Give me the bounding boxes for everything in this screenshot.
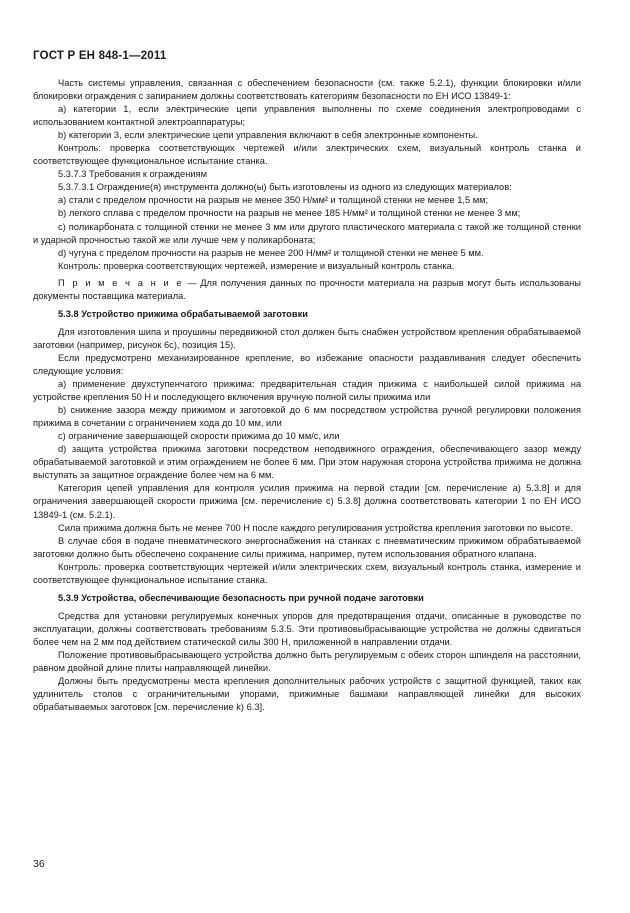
paragraph: Категория цепей управления для контроля усилия прижима на первой стадии [см. перечисление a) 5.3.8] и для ограничения завершающей скорости прижима [см. перечисление c) 5.3.8] должна соответствовать категории 1 по ЕН ИСО 13849-1 (см. 5.2.1). xyxy=(33,483,581,520)
page-body xyxy=(33,77,581,714)
paragraph: Сила прижима должна быть не менее 700 Н после каждого регулирования устройства крепления заготовки по высоте. xyxy=(58,522,574,533)
paragraph: Средства для установки регулируемых конечных упоров для предотвращения отдачи, описанные в руководстве по эксплуатации, должны соответствовать требованиям 5.3.5. Эти противовыбрасывающие устройства не должны сдвигаться более чем на 2 мм под действием статической силы 300 Н, приложенной в направлении отдачи. xyxy=(33,610,581,647)
list-item: b) категории 3, если электрические цепи управления включают в себя электронные компоненты. xyxy=(58,130,478,141)
subsection-heading: 5.3.7.3 Требования к ограждениям xyxy=(58,169,207,180)
paragraph: Если предусмотрено механизированное крепление, во избежание опасности раздавливания следует обеспечить следующие условия: xyxy=(33,352,581,376)
paragraph: Часть системы управления, связанная с обеспечением безопасности (см. также 5.2.1), функции блокировки и/или блокировки ограждения с запиранием должны соответствовать категориям безопасности по ЕН ИСО 13849-1: xyxy=(33,78,581,102)
paragraph: Контроль: проверка соответствующих чертежей и/или электрических схем, визуальный контроль станка, измерение и соответствующее функциональное испытание станка. xyxy=(33,561,581,585)
paragraph: Для изготовления шипа и проушины передвижной стол должен быть снабжен устройством крепления обрабатываемой заготовки (например, рисунок 6с), позиция 15). xyxy=(33,326,581,350)
paragraph: 5.3.7.3.1 Ограждение(я) инструмента должно(ы) быть изготовлены из одного из следующих материалов: xyxy=(58,182,512,193)
note xyxy=(33,277,581,303)
section-heading: 5.3.8 Устройство прижима обрабатываемой заготовки xyxy=(58,308,308,319)
paragraph: Контроль: проверка соответствующих чертежей и/или электрических схем, визуальный контроль станка и соответствующее функциональное испытание станка. xyxy=(33,143,581,167)
paragraph: Контроль: проверка соответствующих чертежей, измерение и визуальный контроль станка. xyxy=(58,260,455,271)
list-item: a) применение двухступенчатого прижима: предварительная стадия прижима с наибольшей силой прижима на устройстве крепления 50 Н и последующего включения вручную полной силы прижима или xyxy=(33,379,581,403)
list-item: b) легкого сплава с пределом прочности на разрыв не менее 185 Н/мм² и толщиной стенки не менее 3 мм; xyxy=(58,208,521,219)
list-item: a) категории 1, если электрические цепи управления выполнены по схеме соединения электропроводами с использованием контактной электроаппаратуры; xyxy=(33,104,581,128)
list-item: c) ограничение завершающей скорости прижима до 10 мм/с, или xyxy=(58,431,340,442)
paragraph: Должны быть предусмотрены места крепления дополнительных рабочих устройств с защитной функцией, таких как удлинитель столов с ограничительными упорами, прижимные башмаки направляющей линейки для высоких обрабатываемых заготовок [см. перечисление k) 6.3]. xyxy=(33,676,581,713)
page-number: 36 xyxy=(33,858,45,870)
document-header: ГОСТ Р ЕН 848-1—2011 xyxy=(33,50,167,62)
note-text: — Для получения данных по прочности материала на разрыв могут быть использованы документы поставщика материала. xyxy=(33,277,581,301)
note-label: П р и м е ч а н и е xyxy=(58,277,184,288)
list-item: d) чугуна с пределом прочности на разрыв не менее 200 Н/мм² и толщиной стенки не менее 5 мм. xyxy=(58,247,484,258)
list-item: b) снижение зазора между прижимом и заготовкой до 6 мм посредством устройства ручной регулировки положения прижима в сочетании с ограничением хода до 10 мм, или xyxy=(33,405,581,429)
list-item: d) защита устройства прижима заготовки посредством неподвижного ограждения, обеспечивающего зазор между обрабатываемой заготовкой и этим ограждением не более 6 мм. При этом наружная сторона устройства прижима не должна выступать за защитное ограждение более чем на 6 мм. xyxy=(33,444,581,481)
paragraph: В случае сбоя в подаче пневматического энергоснабжения на станках с пневматическим прижимом обрабатываемой заготовки должно быть обеспечено сохранение силы прижима, например, путем использования обратного клапана. xyxy=(33,535,581,559)
section-heading: 5.3.9 Устройства, обеспечивающие безопасность при ручной подаче заготовки xyxy=(58,592,424,603)
paragraph: Положение противовыбрасывающего устройства должно быть регулируемым с обеих сторон шпинделя на расстоянии, равном двойной длине плиты направляющей линейки. xyxy=(33,649,581,674)
list-item: c) поликарбоната с толщиной стенки не менее 3 мм или другого пластического материала с такой же толщиной стенки и ударной прочностью такой же или лучше чем у поликарбоната; xyxy=(33,221,581,245)
list-item: a) стали с пределом прочности на разрыв не менее 350 Н/мм² и толщиной стенки не менее 1,5 мм; xyxy=(58,195,489,206)
